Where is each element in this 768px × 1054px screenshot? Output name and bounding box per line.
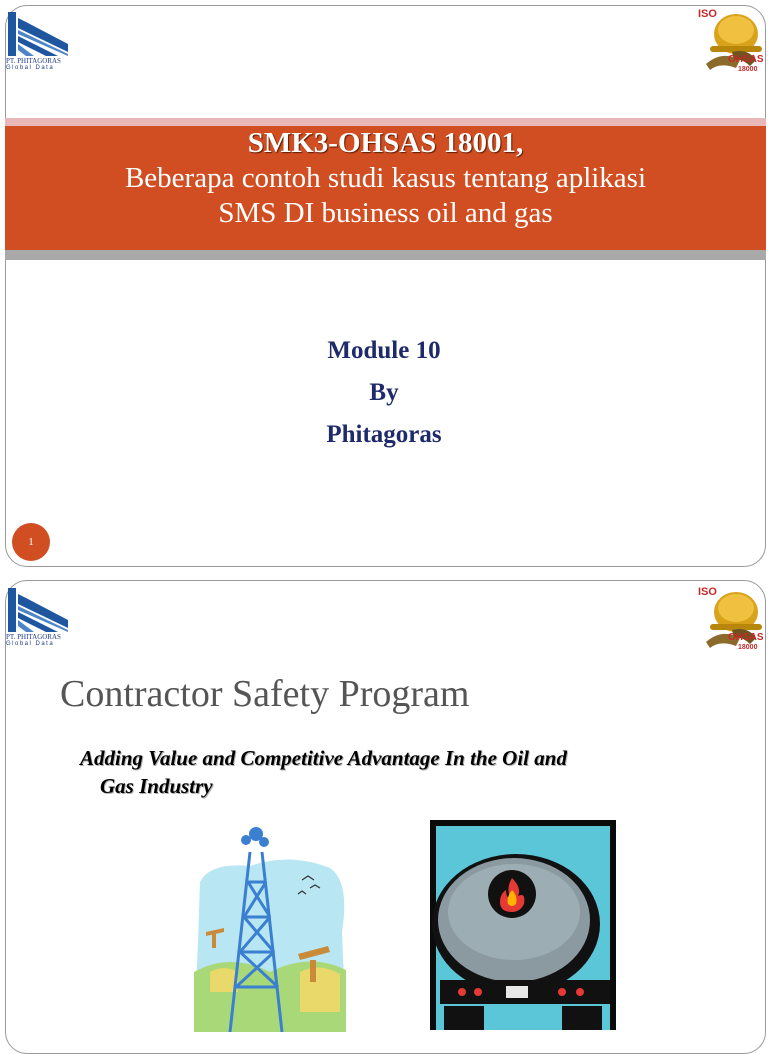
iso-text: ISO — [698, 8, 717, 20]
iso-text: ISO — [698, 586, 717, 598]
slide-2 — [0, 574, 768, 1024]
slide-subtitle-line1: Beberapa contoh studi kasus tentang aplikasi — [124, 162, 647, 194]
slide-subtitle — [80, 744, 700, 800]
phitagoras-logo — [6, 8, 70, 74]
module-by: By — [369, 379, 399, 406]
phitagoras-stripes-icon — [6, 8, 70, 58]
logo-caption: PT. PHITAGORAS — [6, 57, 61, 65]
title-band-bottom-stripe — [5, 250, 766, 260]
iso-ohsas-logo — [696, 6, 764, 78]
fuel-tanker-clipart — [430, 820, 616, 1030]
logo-caption-sub: Global Data — [6, 65, 55, 71]
oil-rig-clipart — [190, 822, 350, 1032]
slide-frame — [5, 5, 766, 567]
ohsas-number: 18000 — [738, 644, 758, 651]
logo-caption-sub: Global Data — [6, 641, 55, 647]
title-band — [5, 126, 766, 250]
subtitle-line1: Adding Value and Competitive Advantage In the Oil and — [80, 746, 567, 770]
ohsas-text: OHSAS — [728, 632, 764, 643]
logo-caption: PT. PHITAGORAS — [6, 633, 61, 641]
slide-title: Contractor Safety Program — [60, 673, 470, 715]
title-band-top-stripe — [5, 118, 766, 126]
module-author: Phitagoras — [326, 421, 442, 448]
subtitle-line2: Gas Industry — [100, 774, 213, 798]
slide-subtitle-line2: SMS DI business oil and gas — [218, 197, 553, 229]
phitagoras-stripes-icon — [6, 584, 70, 634]
module-info — [0, 330, 768, 456]
ohsas-number: 18000 — [738, 66, 758, 73]
slide-title: SMK3-OHSAS 18001, — [247, 127, 524, 159]
module-number: Module 10 — [327, 337, 441, 364]
phitagoras-logo — [6, 584, 70, 650]
iso-ohsas-logo — [696, 584, 764, 656]
page-number-badge: 1 — [12, 523, 50, 561]
ohsas-text: OHSAS — [728, 54, 764, 65]
slide-frame — [5, 580, 766, 1054]
